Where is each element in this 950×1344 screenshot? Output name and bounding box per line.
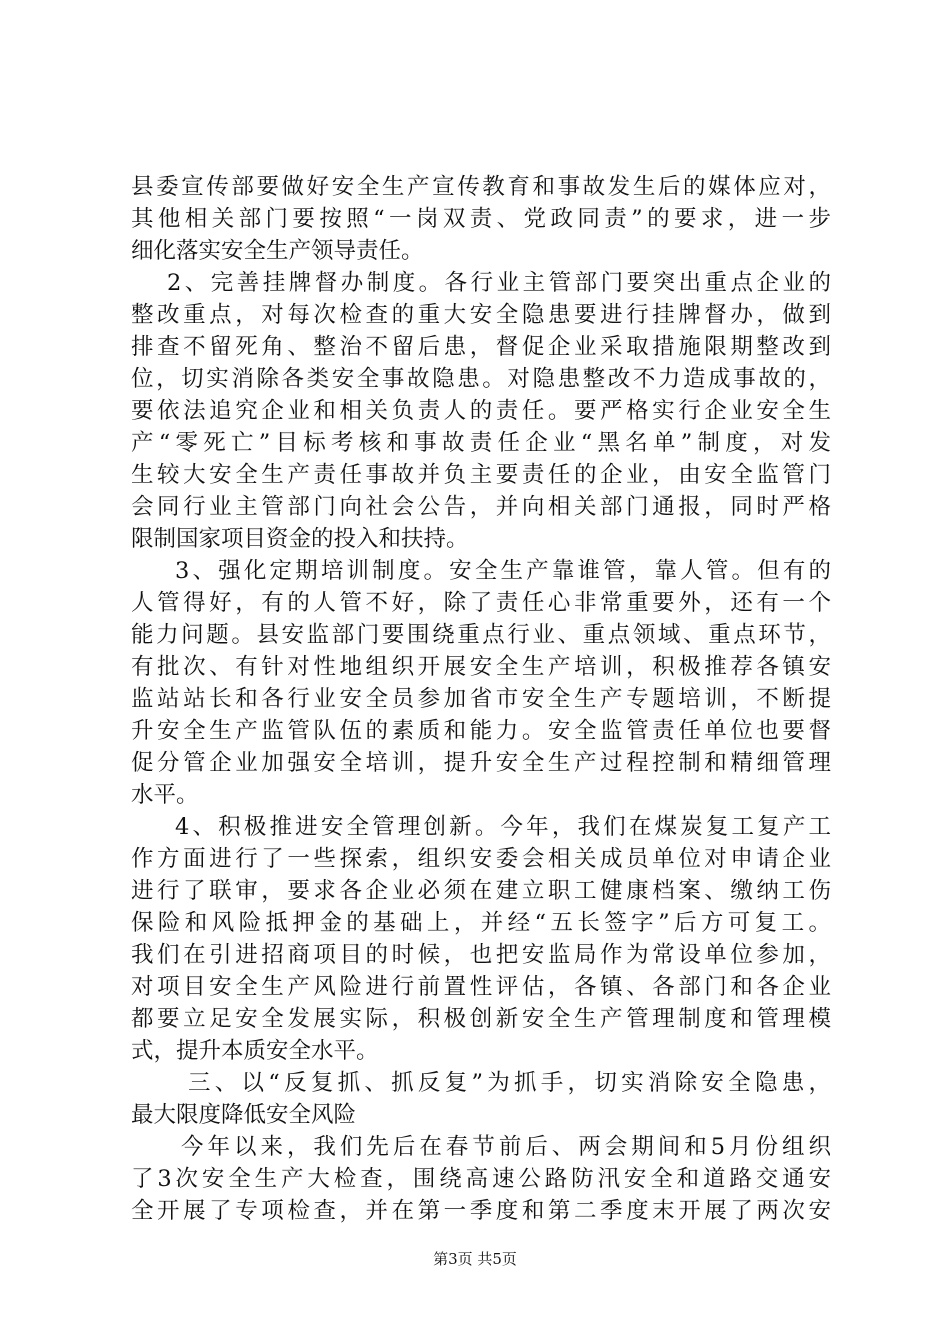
text-line: 县委宣传部要做好安全生产宣传教育和事故发生后的媒体应对， [131,174,831,200]
text-line: 促分管企业加强安全培训，提升安全生产过程控制和精细管理 [131,750,831,776]
text-line: 进行了联审，要求各企业必须在建立职工健康档案、缴纳工伤 [131,878,831,904]
text-line: 其他相关部门要按照“一岗双责、党政同责”的要求，进一步 [131,206,831,232]
text-line: 全开展了专项检查，并在第一季度和第二季度末开展了两次安 [131,1198,831,1224]
text-line: 最大限度降低安全风险 [131,1102,357,1128]
text-line: 细化落实安全生产领导责任。 [131,238,424,264]
text-line: 生较大安全生产责任事故并负主要责任的企业，由安全监管门 [131,462,831,488]
text-line: 有批次、有针对性地组织开展安全生产培训，积极推荐各镇安 [131,654,831,680]
page-footer: 第3页 共5页 [433,1250,517,1268]
text-line: 位，切实消除各类安全事故隐患。对隐患整改不力造成事故的， [131,366,831,392]
text-line: 作方面进行了一些探索，组织安委会相关成员单位对申请企业 [131,846,831,872]
text-line: 监站站长和各行业安全员参加省市安全生产专题培训，不断提 [131,686,831,712]
text-line: 4、积极推进安全管理创新。今年，我们在煤炭复工复产工 [175,814,831,840]
body-text [131,171,831,1227]
text-line: 升安全生产监管队伍的素质和能力。安全监管责任单位也要督 [131,718,831,744]
text-line: 限制国家项目资金的投入和扶持。 [131,526,469,552]
text-line: 今年以来，我们先后在春节前后、两会期间和5月份组织 [181,1134,831,1160]
text-line: 排查不留死角、整治不留后患，督促企业采取措施限期整改到 [131,334,831,360]
text-line: 我们在引进招商项目的时候，也把安监局作为常设单位参加， [131,942,831,968]
text-line: 能力问题。县安监部门要围绕重点行业、重点领域、重点环节， [131,622,831,648]
text-line: 3、强化定期培训制度。安全生产靠谁管，靠人管。但有的 [175,558,831,584]
text-line: 对项目安全生产风险进行前置性评估，各镇、各部门和各企业 [131,974,831,1000]
text-line: 产“零死亡”目标考核和事故责任企业“黑名单”制度，对发 [131,430,831,456]
text-line: 会同行业主管部门向社会公告，并向相关部门通报，同时严格 [131,494,831,520]
text-line: 人管得好，有的人管不好，除了责任心非常重要外，还有一个 [131,590,831,616]
text-line: 式，提升本质安全水平。 [131,1038,379,1064]
text-line: 整改重点，对每次检查的重大安全隐患要进行挂牌督办，做到 [131,302,831,328]
text-line: 要依法追究企业和相关负责人的责任。要严格实行企业安全生 [131,398,831,424]
text-line: 保险和风险抵押金的基础上，并经“五长签字”后方可复工。 [131,910,831,936]
text-line: 2、完善挂牌督办制度。各行业主管部门要突出重点企业的 [167,270,831,296]
text-line: 三、以“反复抓、抓反复”为抓手，切实消除安全隐患， [188,1070,831,1096]
text-line: 了3次安全生产大检查，围绕高速公路防汛安全和道路交通安 [131,1166,831,1192]
text-line: 水平。 [131,782,199,808]
text-line: 都要立足安全发展实际，积极创新安全生产管理制度和管理模 [131,1006,831,1032]
